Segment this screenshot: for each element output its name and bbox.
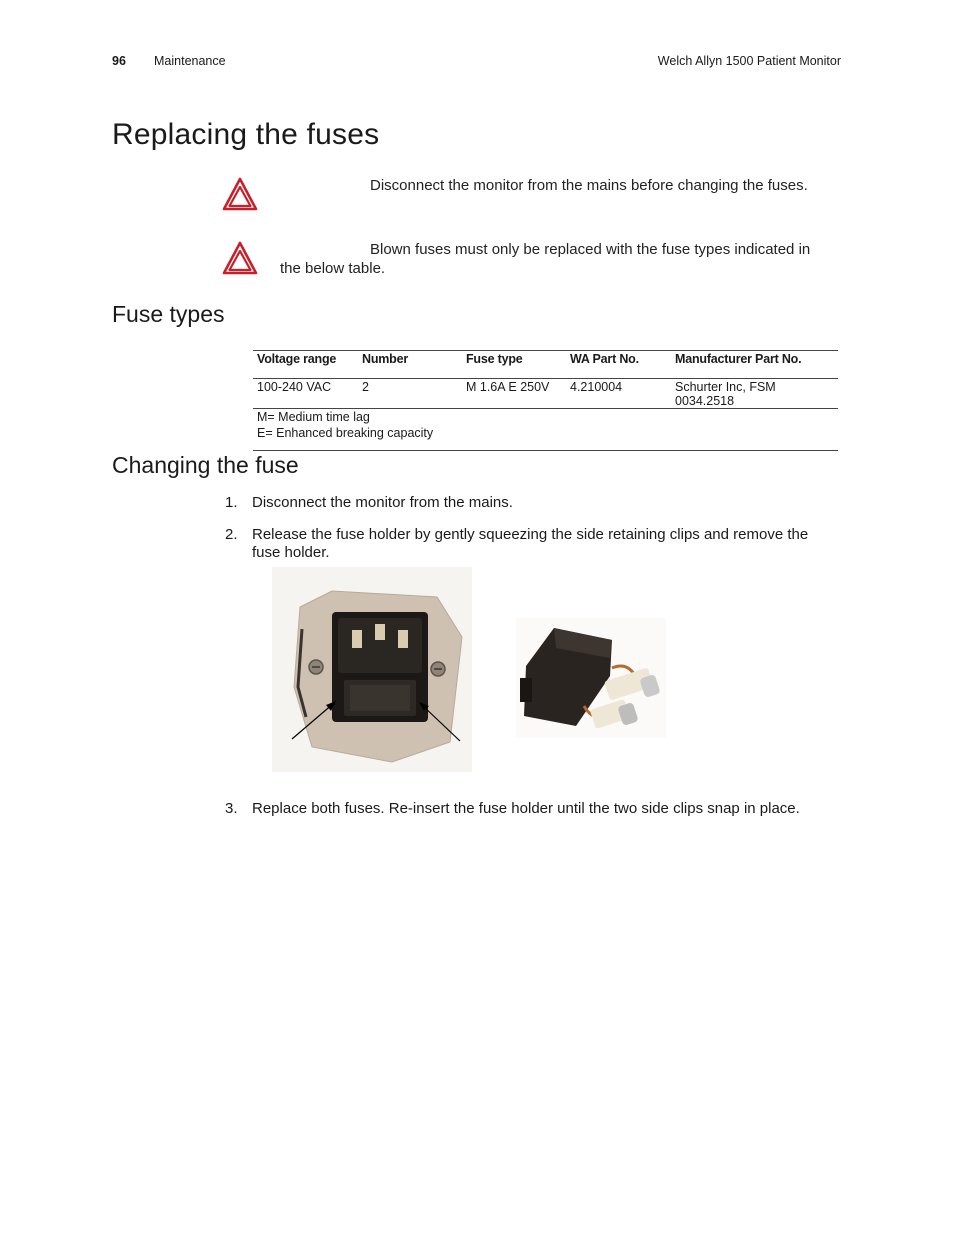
table-cell: 4.210004 (570, 380, 623, 394)
warning-text-2-line2: the below table. (280, 260, 386, 277)
fuse-holder-photo (516, 618, 666, 738)
column-header: Fuse type (466, 352, 523, 366)
column-header: Voltage range (257, 352, 337, 366)
step-text: Disconnect the monitor from the mains. (252, 494, 513, 511)
step-text-continued: fuse holder. (252, 544, 330, 561)
column-header: Manufacturer Part No. (675, 352, 802, 366)
table-notes (253, 409, 838, 451)
column-header: Number (362, 352, 409, 366)
table-row (253, 379, 838, 409)
section-heading-changing-fuse: Changing the fuse (112, 452, 299, 478)
step-number: 2. (225, 526, 238, 543)
table-notes-row (253, 409, 838, 451)
warning-text-1: Disconnect the monitor from the mains before changing the fuses. (370, 177, 808, 194)
page-title: Replacing the fuses (112, 118, 380, 151)
note-enhanced-breaking: E= Enhanced breaking capacity (257, 426, 434, 440)
power-inlet-photo (272, 567, 472, 772)
fuse-types-table (253, 350, 838, 451)
step-text: Release the fuse holder by gently squeezing the side retaining clips and remove the (252, 526, 809, 543)
section-heading-fuse-types: Fuse types (112, 301, 225, 327)
table-cell: 100-240 VAC (257, 380, 332, 394)
section-name: Maintenance (154, 54, 226, 68)
note-medium-time-lag: M= Medium time lag (257, 410, 370, 424)
table-header-row (253, 351, 838, 379)
document-title: Welch Allyn 1500 Patient Monitor (657, 54, 841, 68)
step-text: Replace both fuses. Re-insert the fuse holder until the two side clips snap in place. (252, 800, 800, 817)
step-number: 1. (225, 494, 238, 511)
warning-triangle-icon (222, 241, 258, 275)
table-cell: Schurter Inc, FSM 0034.2518 (675, 380, 776, 408)
warning-triangle-icon (222, 177, 258, 211)
table-cell: M 1.6A E 250V (466, 380, 550, 394)
column-header: WA Part No. (570, 352, 639, 366)
warning-text-2-line1: Blown fuses must only be replaced with the fuse types indicated in (370, 241, 811, 258)
page-number: 96 (112, 54, 126, 68)
table-cell: 2 (362, 380, 369, 394)
step-number: 3. (225, 800, 238, 817)
